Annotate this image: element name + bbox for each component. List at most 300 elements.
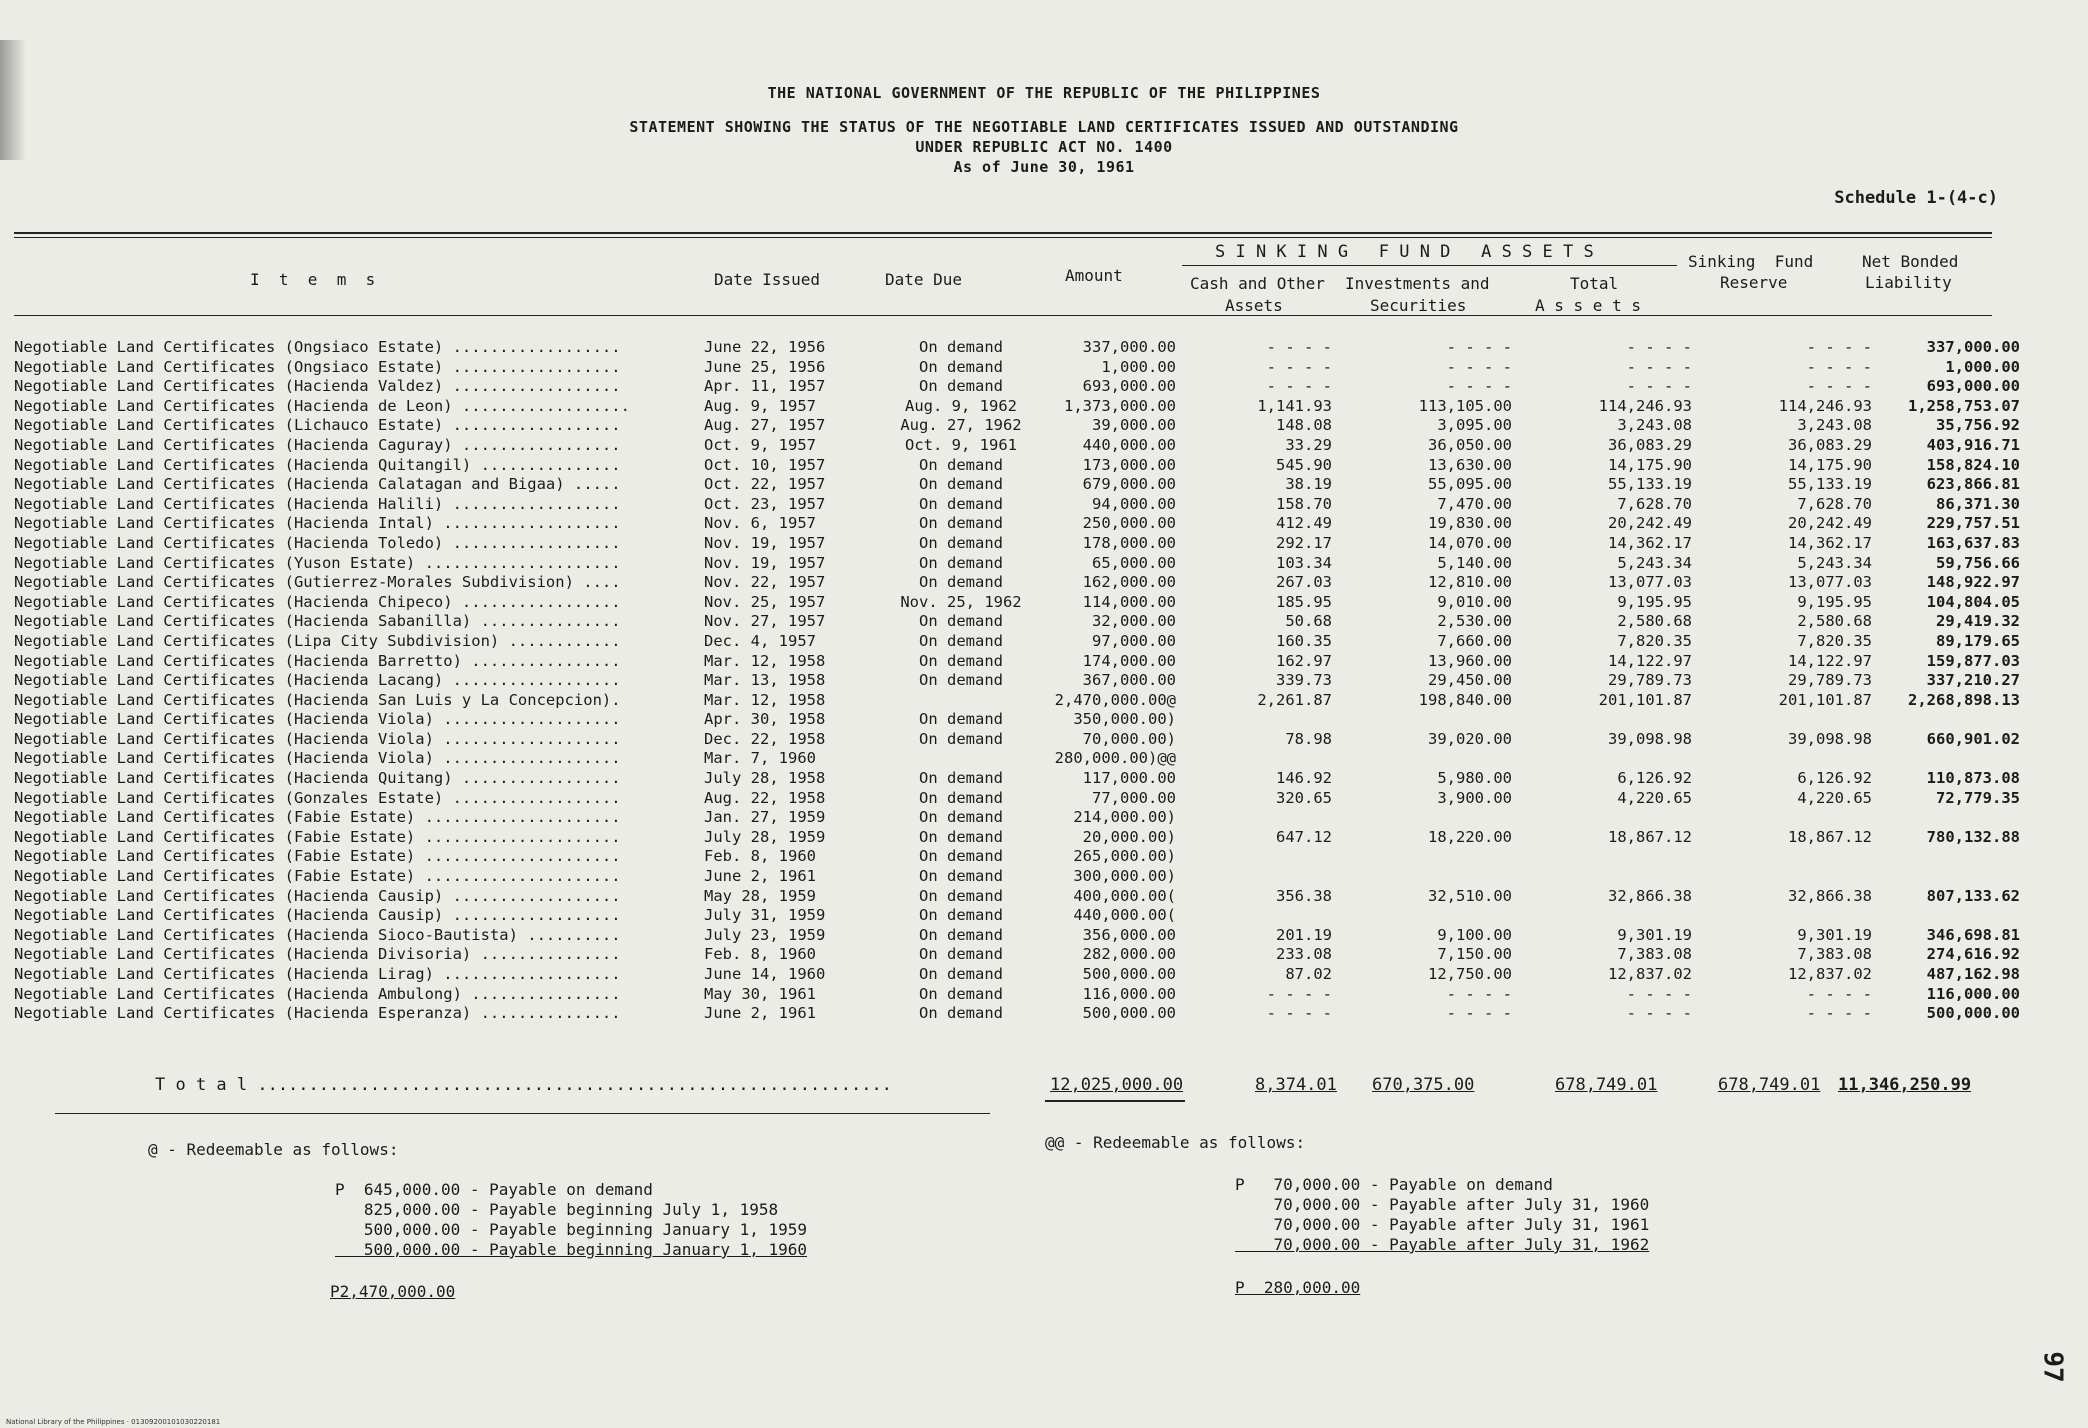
note-left-heading: @ - Redeemable as follows: — [148, 1140, 399, 1159]
cell-item: Negotiable Land Certificates (Hacienda Toledo) .................. — [14, 533, 621, 552]
cell-due: On demand — [919, 808, 1003, 827]
top-rule — [14, 232, 1992, 234]
cell-inv: 7,470.00 — [1437, 494, 1512, 513]
col-items: I t e m s — [250, 270, 376, 289]
note-right-line-4: 70,000.00 - Payable after July 31, 1962 — [1235, 1235, 1650, 1254]
cell-date: May 28, 1959 — [704, 886, 816, 905]
note-right-line-1: P 70,000.00 - Payable on demand — [1235, 1175, 1553, 1194]
cell-inv: 32,510.00 — [1428, 886, 1512, 905]
table-row — [14, 593, 2020, 613]
cell-cash: 292.17 — [1276, 533, 1332, 552]
cell-date: Aug. 22, 1958 — [704, 788, 826, 807]
cell-item: Negotiable Land Certificates (Hacienda Viola) ................... — [14, 749, 621, 768]
cell-item: Negotiable Land Certificates (Hacienda Causip) .................. — [14, 886, 621, 905]
cell-cash: 158.70 — [1276, 494, 1332, 513]
cell-net: 229,757.51 — [1926, 514, 2020, 533]
cell-res: 55,133.19 — [1788, 475, 1872, 494]
page-number: 97 — [2037, 1351, 2068, 1383]
cell-net: 159,877.03 — [1926, 651, 2020, 670]
cell-due: On demand — [919, 886, 1003, 905]
cell-total: 29,789.73 — [1608, 671, 1692, 690]
cell-net: 59,756.66 — [1936, 553, 2020, 572]
cell-amount: 265,000.00) — [1073, 847, 1176, 866]
cell-res: 6,126.92 — [1797, 769, 1872, 788]
cell-date: June 14, 1960 — [704, 965, 826, 983]
cell-due: Nov. 25, 1962 — [900, 592, 1022, 611]
amount-underline — [1045, 1100, 1185, 1102]
cell-amount: 94,000.00 — [1092, 494, 1176, 513]
cell-due: On demand — [919, 710, 1003, 729]
cell-due: On demand — [919, 671, 1003, 690]
cell-inv: 39,020.00 — [1428, 729, 1512, 748]
cell-inv: 36,050.00 — [1428, 435, 1512, 454]
cell-amount: 214,000.00) — [1073, 808, 1176, 827]
cell-inv: 14,070.00 — [1428, 533, 1512, 552]
cell-total: 13,077.03 — [1608, 573, 1692, 592]
cell-date: June 25, 1956 — [704, 357, 826, 376]
table-row — [14, 475, 2020, 495]
cell-res — [1702, 710, 1882, 730]
table-row — [14, 377, 2020, 397]
cell-date: Dec. 22, 1958 — [704, 729, 826, 748]
cell-total: 7,628.70 — [1617, 494, 1692, 513]
col-total: Total — [1570, 274, 1619, 293]
cell-item: Negotiable Land Certificates (Hacienda Chipeco) ................. — [14, 592, 621, 611]
cell-net: 116,000.00 — [1926, 984, 2020, 1003]
col-net: Net Bonded — [1862, 252, 1959, 271]
total-amount: 12,025,000.00 — [1050, 1075, 1184, 1095]
cell-total: 39,098.98 — [1608, 729, 1692, 748]
cell-cash: 160.35 — [1276, 631, 1332, 650]
table-row — [14, 495, 2020, 515]
cell-inv: 13,630.00 — [1428, 455, 1512, 474]
cell-res: 14,122.97 — [1788, 651, 1872, 670]
note-left-line-3: 500,000.00 - Payable beginning January 1, 1959 — [335, 1220, 808, 1239]
cell-amount: 70,000.00) — [1082, 729, 1176, 748]
cell-res: 3,243.08 — [1797, 416, 1872, 435]
as-of-date: As of June 30, 1961 — [953, 158, 1135, 176]
cell-res — [1702, 749, 1882, 769]
cell-total: 4,220.65 — [1617, 788, 1692, 807]
cell-cash: - - - - — [1266, 984, 1332, 1003]
cell-due: On demand — [919, 651, 1003, 670]
cell-due — [876, 749, 1046, 769]
cell-cash: 267.03 — [1276, 573, 1332, 592]
table-row — [14, 1004, 2020, 1024]
cell-item: Negotiable Land Certificates (Hacienda Quitang) ................. — [14, 769, 621, 788]
table-row — [14, 338, 2020, 358]
cell-net: 807,133.62 — [1926, 886, 2020, 905]
cell-net — [1882, 710, 2020, 730]
cell-total — [1522, 847, 1702, 867]
cell-res: 2,580.68 — [1797, 612, 1872, 631]
note-right-heading: @@ - Redeemable as follows: — [1045, 1133, 1306, 1152]
cell-due: On demand — [919, 357, 1003, 376]
cell-net — [1882, 749, 2020, 769]
cell-amount: 300,000.00) — [1073, 867, 1176, 886]
cell-res: 7,383.08 — [1797, 945, 1872, 964]
cell-inv: 3,900.00 — [1437, 788, 1512, 807]
cell-due: On demand — [919, 533, 1003, 552]
col-reserve: Sinking Fund — [1688, 252, 1814, 271]
cell-amount: 20,000.00) — [1082, 827, 1176, 846]
cell-inv: 18,220.00 — [1428, 827, 1512, 846]
cell-item: Negotiable Land Certificates (Hacienda Causip) .................. — [14, 906, 621, 925]
cell-item: Negotiable Land Certificates (Hacienda Calatagan and Bigaa) ..... — [14, 475, 621, 494]
cell-due: On demand — [919, 925, 1003, 944]
cell-cash: 356.38 — [1276, 886, 1332, 905]
cell-item: Negotiable Land Certificates (Hacienda Halili) .................. — [14, 494, 621, 513]
cell-cash — [1212, 710, 1342, 730]
cell-date: Mar. 12, 1958 — [704, 690, 826, 709]
cell-item: Negotiable Land Certificates (Hacienda Viola) ................... — [14, 729, 621, 748]
cell-inv: 9,010.00 — [1437, 592, 1512, 611]
cell-res: - - - - — [1806, 377, 1872, 396]
cell-total: 7,383.08 — [1617, 945, 1692, 964]
cell-res: 114,246.93 — [1778, 396, 1872, 415]
total-assets: 678,749.01 — [1555, 1075, 1658, 1095]
cell-due: On demand — [919, 631, 1003, 650]
cell-cash: 78.98 — [1285, 729, 1332, 748]
cell-date: May 30, 1961 — [704, 984, 816, 1003]
cell-total — [1522, 867, 1702, 887]
cell-cash: 33.29 — [1285, 435, 1332, 454]
cell-item: Negotiable Land Certificates (Hacienda Sioco-Bautista) .......... — [14, 925, 621, 944]
cell-inv — [1342, 749, 1522, 769]
cell-amount: 173,000.00 — [1082, 455, 1176, 474]
cell-due: On demand — [919, 475, 1003, 494]
cell-due: On demand — [919, 906, 1003, 925]
cell-date: Oct. 10, 1957 — [704, 455, 826, 474]
cell-net: 337,210.27 — [1926, 671, 2020, 690]
cell-cash — [1212, 847, 1342, 867]
cell-net: 72,779.35 — [1936, 788, 2020, 807]
cell-cash — [1212, 808, 1342, 828]
cell-item: Negotiable Land Certificates (Hacienda de Leon) .................. — [14, 396, 630, 415]
cell-cash: 38.19 — [1285, 475, 1332, 494]
cell-due: Oct. 9, 1961 — [905, 435, 1017, 454]
cell-due: On demand — [919, 965, 1003, 983]
cell-cash: - - - - — [1266, 377, 1332, 396]
archive-footer: National Library of the Philippines · 01309200101030220181 — [6, 1418, 221, 1426]
cell-cash: 185.95 — [1276, 592, 1332, 611]
cell-cash: - - - - — [1266, 1004, 1332, 1023]
cell-inv — [1342, 847, 1522, 867]
cell-net: 1,000.00 — [1945, 357, 2020, 376]
cell-amount: 356,000.00 — [1082, 925, 1176, 944]
cell-date: Mar. 7, 1960 — [704, 749, 816, 768]
cell-total: 114,246.93 — [1598, 396, 1692, 415]
cell-amount: 250,000.00 — [1082, 514, 1176, 533]
table-row — [14, 573, 2020, 593]
cell-inv: 198,840.00 — [1418, 690, 1512, 709]
cell-item: Negotiable Land Certificates (Ongsiaco Estate) .................. — [14, 357, 621, 376]
cell-total: 14,175.90 — [1608, 455, 1692, 474]
cell-cash: 2,261.87 — [1257, 690, 1332, 709]
table-row — [14, 769, 2020, 789]
cell-inv: 55,095.00 — [1428, 475, 1512, 494]
cell-res: 18,867.12 — [1788, 827, 1872, 846]
total-net-liability: 11,346,250.99 — [1838, 1075, 1972, 1095]
table-row — [14, 397, 2020, 417]
table-row — [14, 808, 2020, 828]
cell-inv: 9,100.00 — [1437, 925, 1512, 944]
note-left-line-1: P 645,000.00 - Payable on demand — [335, 1180, 653, 1199]
cell-amount: 440,000.00 — [1082, 435, 1176, 454]
cell-cash — [1212, 749, 1342, 769]
cell-date: Feb. 8, 1960 — [704, 847, 816, 866]
cell-total — [1522, 710, 1702, 730]
table-row — [14, 847, 2020, 867]
cell-res: - - - - — [1806, 1004, 1872, 1023]
cell-item: Negotiable Land Certificates (Hacienda Lacang) .................. — [14, 671, 621, 690]
cell-item: Negotiable Land Certificates (Hacienda Intal) ................... — [14, 514, 621, 533]
cell-inv: 7,150.00 — [1437, 945, 1512, 964]
table-row — [14, 456, 2020, 476]
cell-inv: 2,530.00 — [1437, 612, 1512, 631]
cell-date: Aug. 9, 1957 — [704, 396, 816, 415]
col-investments-2: Securities — [1370, 296, 1467, 315]
total-investments: 670,375.00 — [1372, 1075, 1475, 1095]
cell-amount: 1,373,000.00 — [1064, 396, 1176, 415]
table-row — [14, 416, 2020, 436]
cell-item: Negotiable Land Certificates (Hacienda Caguray) ................. — [14, 435, 621, 454]
cell-net: 110,873.08 — [1926, 769, 2020, 788]
cell-due: On demand — [919, 729, 1003, 748]
col-date-due: Date Due — [885, 270, 963, 289]
cell-total: 7,820.35 — [1617, 631, 1692, 650]
table-row — [14, 965, 2020, 985]
cell-total: 9,301.19 — [1617, 925, 1692, 944]
cell-net: 86,371.30 — [1936, 494, 2020, 513]
cell-total: 36,083.29 — [1608, 435, 1692, 454]
table-row — [14, 671, 2020, 691]
cell-date: Apr. 11, 1957 — [704, 377, 826, 396]
cell-net: 89,179.65 — [1936, 631, 2020, 650]
cell-amount: 178,000.00 — [1082, 533, 1176, 552]
cell-cash: 320.65 — [1276, 788, 1332, 807]
cell-cash: 201.19 — [1276, 925, 1332, 944]
cell-due: On demand — [919, 377, 1003, 396]
top-rule-thin — [14, 237, 1992, 238]
cell-item: Negotiable Land Certificates (Hacienda Sabanilla) ............... — [14, 612, 621, 631]
table-row — [14, 945, 2020, 965]
cell-date: Feb. 8, 1960 — [704, 945, 816, 964]
cell-date: Nov. 22, 1957 — [704, 573, 826, 592]
cell-date: Aug. 27, 1957 — [704, 416, 826, 435]
cell-net: 346,698.81 — [1926, 925, 2020, 944]
table-row — [14, 652, 2020, 672]
sinking-fund-rule — [1182, 265, 1677, 266]
cell-due: On demand — [919, 827, 1003, 846]
cell-amount: 162,000.00 — [1082, 573, 1176, 592]
table-row — [14, 887, 2020, 907]
cell-date: Nov. 19, 1957 — [704, 533, 826, 552]
cell-amount: 116,000.00 — [1082, 984, 1176, 1003]
cell-date: Nov. 6, 1957 — [704, 514, 816, 533]
cell-total: - - - - — [1626, 357, 1692, 376]
cell-amount: 97,000.00 — [1092, 631, 1176, 650]
cell-due: Aug. 9, 1962 — [905, 396, 1017, 415]
act-reference: UNDER REPUBLIC ACT NO. 1400 — [915, 138, 1173, 156]
cell-net: 693,000.00 — [1926, 377, 2020, 396]
cell-amount: 65,000.00 — [1092, 553, 1176, 572]
cell-inv — [1342, 906, 1522, 926]
cell-cash: 148.08 — [1276, 416, 1332, 435]
cell-item: Negotiable Land Certificates (Hacienda Valdez) .................. — [14, 377, 621, 396]
cell-total: 6,126.92 — [1617, 769, 1692, 788]
table-row — [14, 828, 2020, 848]
col-investments: Investments and — [1345, 274, 1490, 293]
cell-res: 14,175.90 — [1788, 455, 1872, 474]
cell-total: - - - - — [1626, 377, 1692, 396]
cell-item: Negotiable Land Certificates (Hacienda Quitangil) ............... — [14, 455, 621, 474]
cell-date: June 22, 1956 — [704, 338, 826, 356]
col-sinking-fund-assets: S I N K I N G F U N D A S S E T S — [1215, 242, 1594, 262]
cell-due: On demand — [919, 553, 1003, 572]
cell-res: 29,789.73 — [1788, 671, 1872, 690]
table-row — [14, 554, 2020, 574]
cell-net — [1882, 906, 2020, 926]
cell-net: 487,162.98 — [1926, 965, 2020, 983]
cell-total: 55,133.19 — [1608, 475, 1692, 494]
cell-res: 13,077.03 — [1788, 573, 1872, 592]
cell-inv — [1342, 710, 1522, 730]
cell-inv — [1342, 867, 1522, 887]
cell-total: 3,243.08 — [1617, 416, 1692, 435]
cell-res: 14,362.17 — [1788, 533, 1872, 552]
cell-date: July 28, 1958 — [704, 769, 826, 788]
col-cash: Cash and Other — [1190, 274, 1325, 293]
cell-amount: 1,000.00 — [1101, 357, 1176, 376]
cell-amount: 174,000.00 — [1082, 651, 1176, 670]
cell-inv: 13,960.00 — [1428, 651, 1512, 670]
cell-res: 7,820.35 — [1797, 631, 1872, 650]
total-reserve: 678,749.01 — [1718, 1075, 1821, 1095]
document-title: THE NATIONAL GOVERNMENT OF THE REPUBLIC OF THE PHILIPPINES — [767, 84, 1321, 102]
cell-amount: 117,000.00 — [1082, 769, 1176, 788]
cell-due: On demand — [919, 338, 1003, 356]
cell-inv: 113,105.00 — [1418, 396, 1512, 415]
cell-cash: 146.92 — [1276, 769, 1332, 788]
cell-total: - - - - — [1626, 984, 1692, 1003]
cell-cash: 50.68 — [1285, 612, 1332, 631]
cell-item: Negotiable Land Certificates (Hacienda Viola) ................... — [14, 710, 621, 729]
cell-amount: 350,000.00) — [1073, 710, 1176, 729]
table-row — [14, 358, 2020, 378]
cell-due — [876, 691, 1046, 711]
table-row — [14, 985, 2020, 1005]
cell-item: Negotiable Land Certificates (Hacienda San Luis y La Concepcion). — [14, 690, 621, 709]
cell-date: Mar. 12, 1958 — [704, 651, 826, 670]
cell-total: - - - - — [1626, 1004, 1692, 1023]
table-row — [14, 632, 2020, 652]
cell-total: 32,866.38 — [1608, 886, 1692, 905]
table-row — [14, 710, 2020, 730]
cell-net: 163,637.83 — [1926, 533, 2020, 552]
cell-res: 32,866.38 — [1788, 886, 1872, 905]
cell-inv: - - - - — [1446, 1004, 1512, 1023]
col-total-2: A s s e t s — [1535, 296, 1641, 315]
cell-res: 9,301.19 — [1797, 925, 1872, 944]
cell-total: 18,867.12 — [1608, 827, 1692, 846]
document-subtitle: STATEMENT SHOWING THE STATUS OF THE NEGOTIABLE LAND CERTIFICATES ISSUED AND OUTSTANDING — [629, 118, 1459, 136]
cell-res: - - - - — [1806, 357, 1872, 376]
cell-due: On demand — [919, 494, 1003, 513]
cell-net: 500,000.00 — [1926, 1004, 2020, 1023]
note-left-line-4: 500,000.00 - Payable beginning January 1, 1960 — [335, 1240, 808, 1259]
cell-res: 12,837.02 — [1788, 965, 1872, 983]
cell-net: 148,922.97 — [1926, 573, 2020, 592]
col-net-2: Liability — [1865, 273, 1952, 292]
cell-net: 337,000.00 — [1926, 338, 2020, 356]
cell-item: Negotiable Land Certificates (Fabie Estate) ..................... — [14, 847, 621, 866]
col-cash-2: Assets — [1225, 296, 1283, 315]
cell-total — [1522, 749, 1702, 769]
table-row — [14, 691, 2020, 711]
cell-date: Nov. 25, 1957 — [704, 592, 826, 611]
cell-cash: - - - - — [1266, 338, 1332, 356]
table-row — [14, 789, 2020, 809]
cell-due: On demand — [919, 788, 1003, 807]
cell-total: 14,362.17 — [1608, 533, 1692, 552]
note-right-line-2: 70,000.00 - Payable after July 31, 1960 — [1235, 1195, 1650, 1214]
cell-due: On demand — [919, 769, 1003, 788]
cell-item: Negotiable Land Certificates (Lipa City Subdivision) ............ — [14, 631, 621, 650]
cell-inv: 12,810.00 — [1428, 573, 1512, 592]
cell-amount: 440,000.00( — [1073, 906, 1176, 925]
cell-date: Mar. 13, 1958 — [704, 671, 826, 690]
cell-cash: 103.34 — [1276, 553, 1332, 572]
cell-net — [1882, 847, 2020, 867]
cell-due: On demand — [919, 514, 1003, 533]
cell-cash: - - - - — [1266, 357, 1332, 376]
cell-total: 5,243.34 — [1617, 553, 1692, 572]
table-row — [14, 867, 2020, 887]
cell-amount: 2,470,000.00@ — [1054, 690, 1176, 709]
cell-inv: - - - - — [1446, 984, 1512, 1003]
cell-date: Jan. 27, 1959 — [704, 808, 826, 827]
cell-item: Negotiable Land Certificates (Hacienda Divisoria) ............... — [14, 945, 621, 964]
cell-amount: 500,000.00 — [1082, 965, 1176, 983]
cell-inv: - - - - — [1446, 377, 1512, 396]
cell-item: Negotiable Land Certificates (Fabie Estate) ..................... — [14, 808, 621, 827]
cell-res: 5,243.34 — [1797, 553, 1872, 572]
cell-date: July 28, 1959 — [704, 827, 826, 846]
cell-inv: 7,660.00 — [1437, 631, 1512, 650]
cell-total: 9,195.95 — [1617, 592, 1692, 611]
cell-inv: 29,450.00 — [1428, 671, 1512, 690]
cell-res: 36,083.29 — [1788, 435, 1872, 454]
cell-date: July 23, 1959 — [704, 925, 826, 944]
cell-item: Negotiable Land Certificates (Gutierrez-Morales Subdivision) .... — [14, 573, 621, 592]
table-row — [14, 749, 2020, 769]
cell-net: 274,616.92 — [1926, 945, 2020, 964]
cell-inv: 5,980.00 — [1437, 769, 1512, 788]
cell-cash: 162.97 — [1276, 651, 1332, 670]
cell-net: 780,132.88 — [1926, 827, 2020, 846]
cell-cash — [1212, 867, 1342, 887]
total-left-rule — [55, 1113, 990, 1114]
cell-date: July 31, 1959 — [704, 906, 826, 925]
cell-res — [1702, 906, 1882, 926]
cell-amount: 367,000.00 — [1082, 671, 1176, 690]
cell-item: Negotiable Land Certificates (Hacienda Lirag) ................... — [14, 965, 621, 983]
cell-amount: 77,000.00 — [1092, 788, 1176, 807]
header-bottom-rule — [14, 315, 1992, 316]
cell-due: Aug. 27, 1962 — [900, 416, 1022, 435]
cell-inv: 3,095.00 — [1437, 416, 1512, 435]
